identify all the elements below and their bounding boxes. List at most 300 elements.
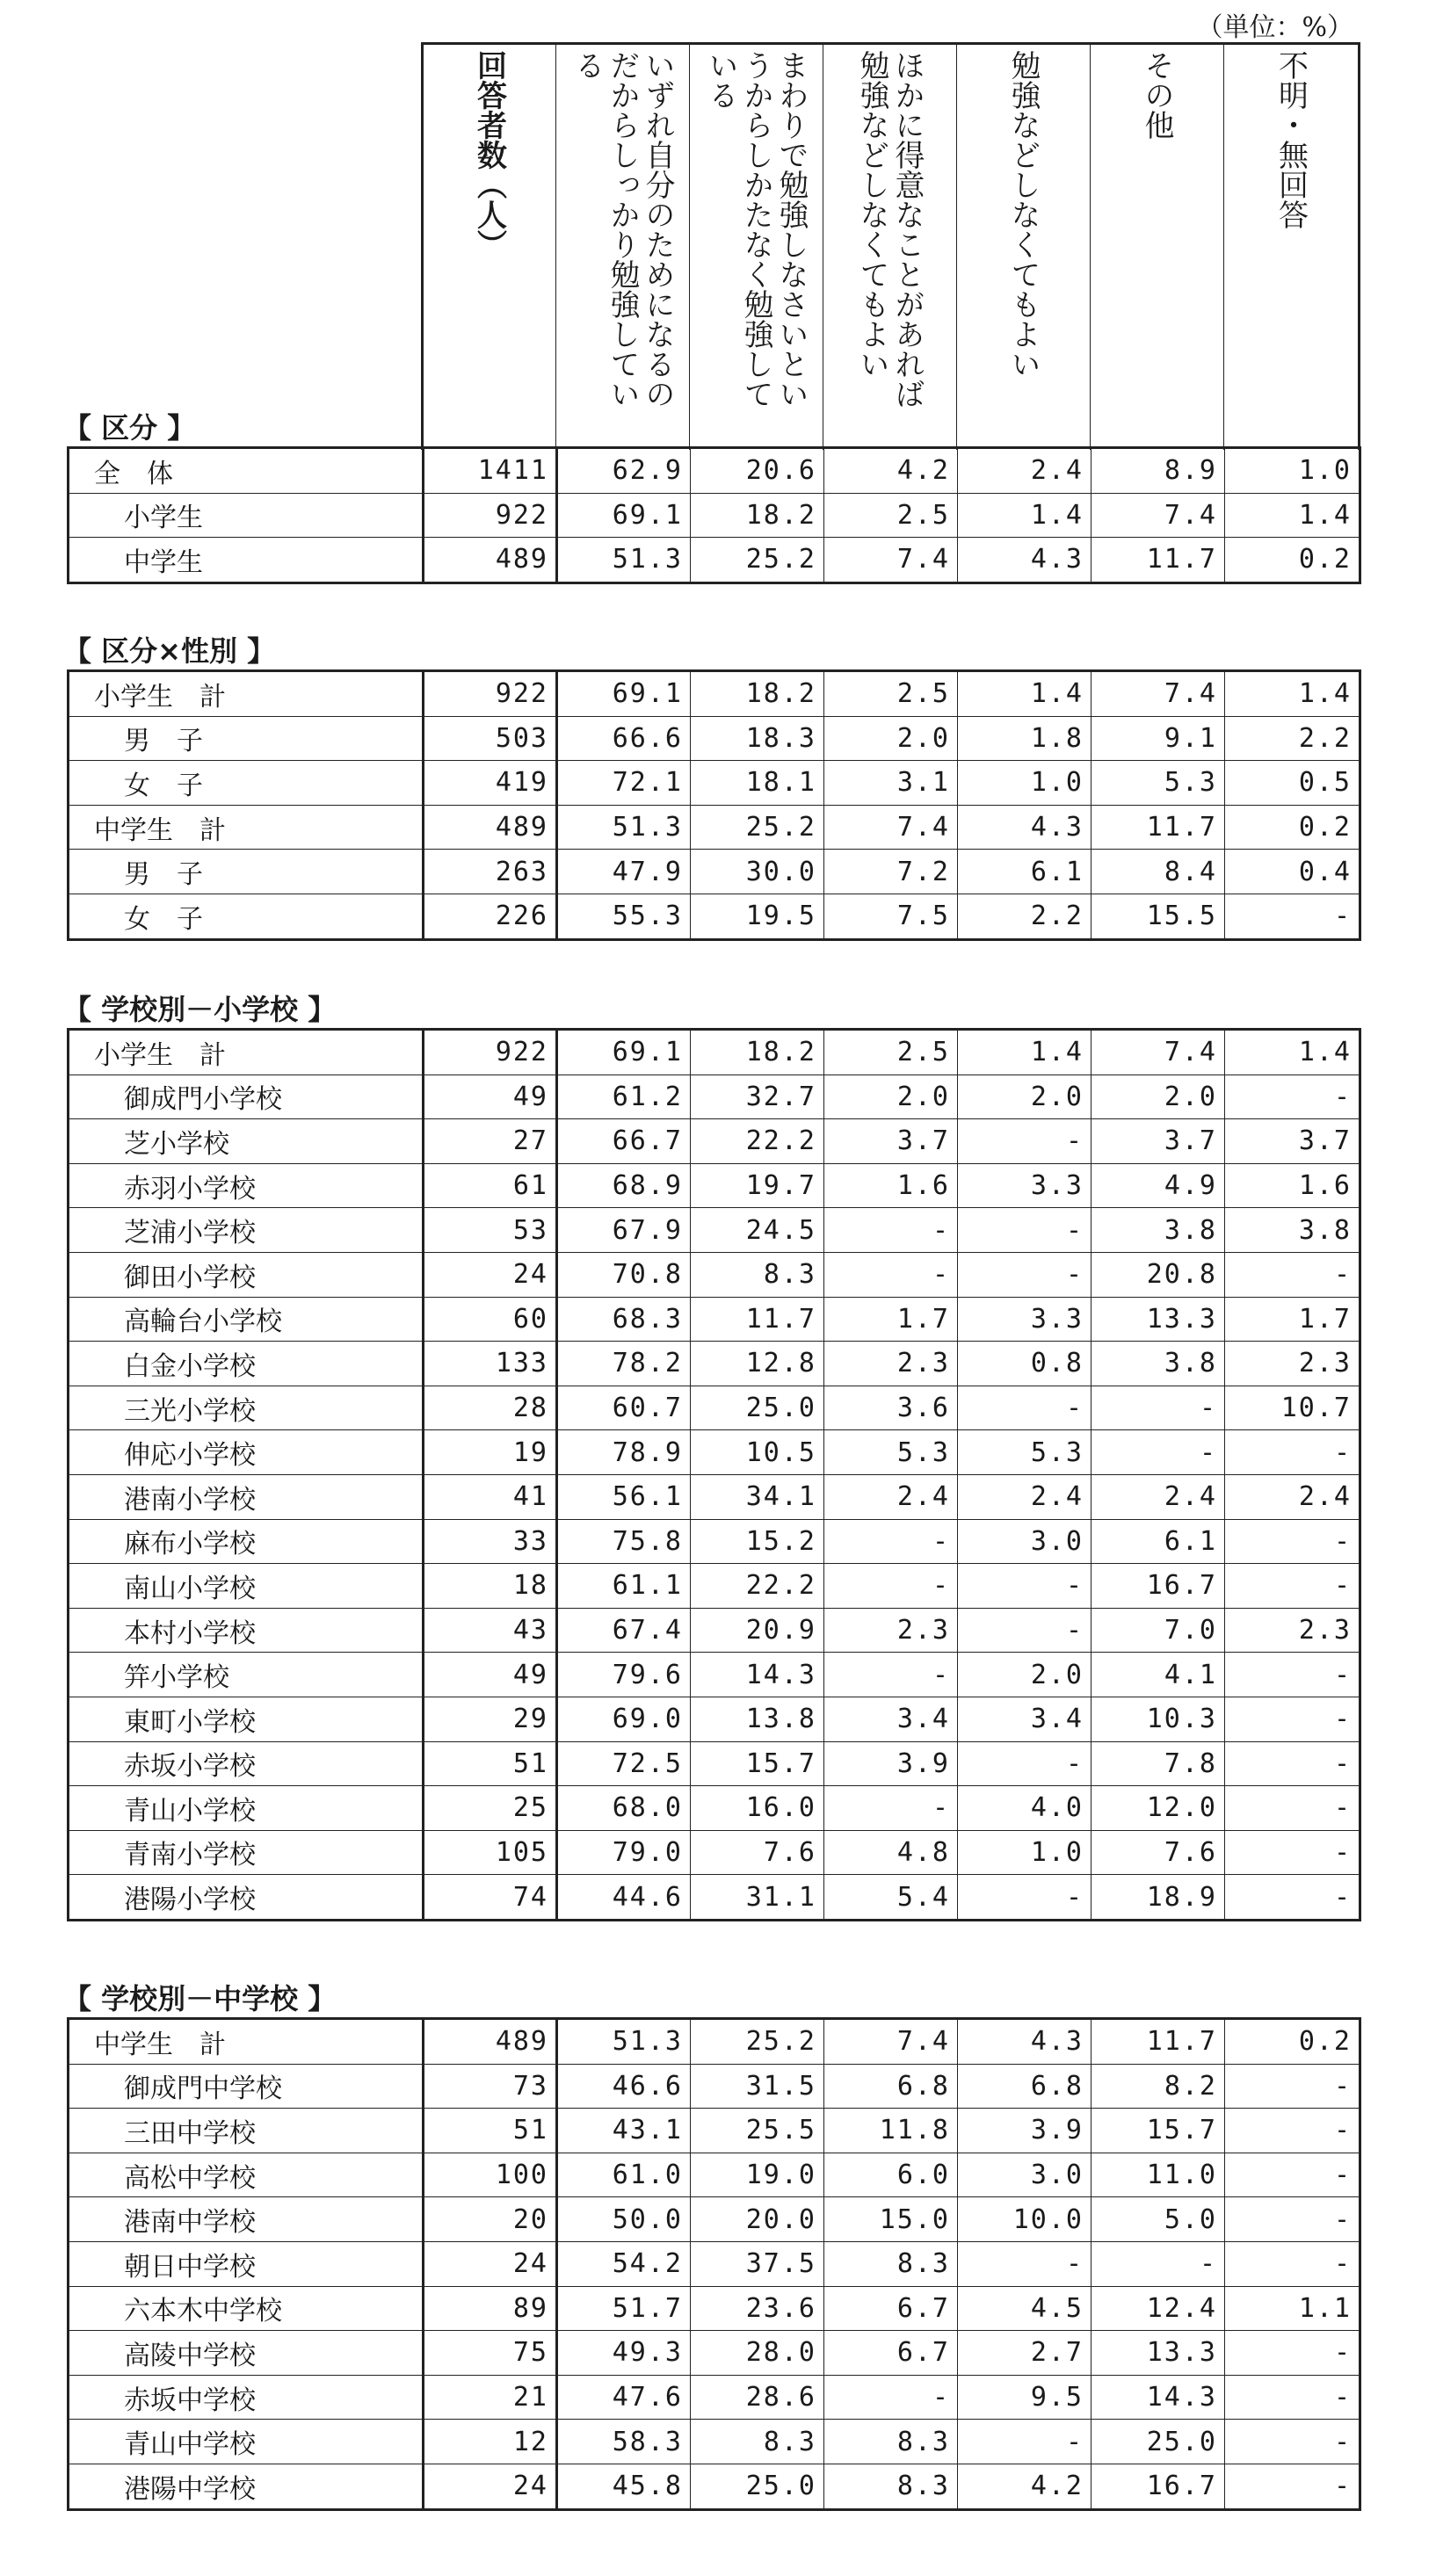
value-cell: 18.1 xyxy=(691,761,824,806)
value-cell: 24 xyxy=(424,1252,557,1297)
value-cell: - xyxy=(1225,1519,1360,1564)
value-cell: 10.5 xyxy=(691,1430,824,1475)
table-row xyxy=(69,1653,1360,1697)
value-cell: - xyxy=(824,1519,958,1564)
value-cell: 6.7 xyxy=(824,2286,958,2331)
row-label: 赤羽小学校 xyxy=(69,1163,424,1208)
value-cell: 1.4 xyxy=(1225,493,1360,538)
value-cell: 4.3 xyxy=(958,805,1092,850)
value-cell: 25.2 xyxy=(691,805,824,850)
value-cell: - xyxy=(958,2241,1092,2286)
value-cell: 20.0 xyxy=(691,2197,824,2242)
value-cell: 45.8 xyxy=(557,2464,691,2509)
table-row xyxy=(69,2375,1360,2420)
value-cell: - xyxy=(1225,894,1360,939)
row-label: 芝小学校 xyxy=(69,1119,424,1164)
value-cell: 24.5 xyxy=(691,1208,824,1253)
value-cell: 3.7 xyxy=(1225,1119,1360,1164)
value-cell: 13.3 xyxy=(1092,1297,1225,1342)
value-cell: - xyxy=(1225,2109,1360,2153)
value-cell: - xyxy=(958,1208,1092,1253)
value-cell: - xyxy=(1092,1386,1225,1430)
header-respondents: 回答者数（人） xyxy=(422,44,555,451)
row-label: 男 子 xyxy=(69,716,424,761)
table-row xyxy=(69,1875,1360,1921)
value-cell: - xyxy=(958,2420,1092,2464)
table-row xyxy=(69,671,1360,717)
value-cell: 61.0 xyxy=(557,2153,691,2197)
value-cell: 43.1 xyxy=(557,2109,691,2153)
value-cell: 5.3 xyxy=(958,1430,1092,1475)
value-cell: 5.3 xyxy=(1092,761,1225,806)
value-cell: 12 xyxy=(424,2420,557,2464)
row-label: 青山小学校 xyxy=(69,1786,424,1831)
table-row xyxy=(69,538,1360,583)
value-cell: 68.3 xyxy=(557,1297,691,1342)
value-cell: 11.0 xyxy=(1092,2153,1225,2197)
value-cell: 2.3 xyxy=(824,1342,958,1386)
value-cell: 16.0 xyxy=(691,1786,824,1831)
value-cell: 7.4 xyxy=(824,805,958,850)
value-cell: 3.0 xyxy=(958,1519,1092,1564)
value-cell: 25.5 xyxy=(691,2109,824,2153)
value-cell: - xyxy=(1225,1830,1360,1875)
value-cell: 3.6 xyxy=(824,1386,958,1430)
value-cell: 133 xyxy=(424,1342,557,1386)
value-cell: 54.2 xyxy=(557,2241,691,2286)
value-cell: 18.9 xyxy=(1092,1875,1225,1921)
value-cell: 28.6 xyxy=(691,2375,824,2420)
value-cell: - xyxy=(958,1564,1092,1609)
value-cell: 56.1 xyxy=(557,1474,691,1519)
row-label: 伸応小学校 xyxy=(69,1430,424,1475)
value-cell: 29 xyxy=(424,1697,557,1741)
value-cell: - xyxy=(1225,1786,1360,1831)
value-cell: 2.4 xyxy=(824,1474,958,1519)
value-cell: 3.7 xyxy=(824,1119,958,1164)
value-cell: 3.4 xyxy=(958,1697,1092,1741)
value-cell: 41 xyxy=(424,1474,557,1519)
value-cell: - xyxy=(1225,2331,1360,2376)
value-cell: 20.9 xyxy=(691,1608,824,1653)
value-cell: 922 xyxy=(424,493,557,538)
value-cell: 61.1 xyxy=(557,1564,691,1609)
row-label: 赤坂中学校 xyxy=(69,2375,424,2420)
value-cell: 69.1 xyxy=(557,1030,691,1075)
value-cell: 67.4 xyxy=(557,1608,691,1653)
row-label: 御成門中学校 xyxy=(69,2064,424,2109)
value-cell: 16.7 xyxy=(1092,2464,1225,2509)
value-cell: 2.2 xyxy=(958,894,1092,939)
value-cell: 0.2 xyxy=(1225,2019,1360,2065)
value-cell: 3.0 xyxy=(958,2153,1092,2197)
value-cell: 7.4 xyxy=(1092,1030,1225,1075)
row-label: 麻布小学校 xyxy=(69,1519,424,1564)
value-cell: 22.2 xyxy=(691,1564,824,1609)
row-label: 港南中学校 xyxy=(69,2197,424,2242)
value-cell: 28.0 xyxy=(691,2331,824,2376)
value-cell: 0.5 xyxy=(1225,761,1360,806)
row-label: 笄小学校 xyxy=(69,1653,424,1697)
table-row xyxy=(69,805,1360,850)
value-cell: 3.3 xyxy=(958,1297,1092,1342)
value-cell: 18.3 xyxy=(691,716,824,761)
value-cell: 21 xyxy=(424,2375,557,2420)
value-cell: 1.7 xyxy=(1225,1297,1360,1342)
value-cell: 4.0 xyxy=(958,1786,1092,1831)
value-cell: 3.7 xyxy=(1092,1119,1225,1164)
value-cell: 2.7 xyxy=(958,2331,1092,2376)
section-title: 【 学校別－中学校 】 xyxy=(63,1982,337,2015)
value-cell: 1.1 xyxy=(1225,2286,1360,2331)
value-cell: 11.7 xyxy=(1092,2019,1225,2065)
value-cell: 28 xyxy=(424,1386,557,1430)
value-cell: 50.0 xyxy=(557,2197,691,2242)
table-row xyxy=(69,2197,1360,2242)
table-row xyxy=(69,2420,1360,2464)
value-cell: 69.0 xyxy=(557,1697,691,1741)
value-cell: 72.5 xyxy=(557,1741,691,1786)
value-cell: 4.9 xyxy=(1092,1163,1225,1208)
row-label: 朝日中学校 xyxy=(69,2241,424,2286)
value-cell: 10.3 xyxy=(1092,1697,1225,1741)
row-label: 港陽小学校 xyxy=(69,1875,424,1921)
value-cell: 31.5 xyxy=(691,2064,824,2109)
value-cell: 2.2 xyxy=(1225,716,1360,761)
value-cell: - xyxy=(824,1252,958,1297)
value-cell: 19.7 xyxy=(691,1163,824,1208)
value-cell: 8.3 xyxy=(824,2464,958,2509)
data-table xyxy=(67,2017,1361,2511)
value-cell: 78.2 xyxy=(557,1342,691,1386)
value-cell: 51.3 xyxy=(557,2019,691,2065)
header-no-need-to-study: 勉強などしなくてもよい xyxy=(956,44,1090,451)
value-cell: 51 xyxy=(424,2109,557,2153)
table-row xyxy=(69,1830,1360,1875)
value-cell: 47.9 xyxy=(557,850,691,894)
value-cell: 34.1 xyxy=(691,1474,824,1519)
value-cell: - xyxy=(958,1741,1092,1786)
value-cell: 7.4 xyxy=(1092,671,1225,717)
row-label: 小学生 計 xyxy=(69,1030,424,1075)
header-study-for-self: いずれ自分のためになるのだからしっかり勉強している xyxy=(555,44,689,451)
value-cell: 7.2 xyxy=(824,850,958,894)
value-cell: 61 xyxy=(424,1163,557,1208)
value-cell: - xyxy=(824,2375,958,2420)
table-row xyxy=(69,850,1360,894)
table-row xyxy=(69,2464,1360,2509)
table-row xyxy=(69,2286,1360,2331)
value-cell: 922 xyxy=(424,671,557,717)
value-cell: 18 xyxy=(424,1564,557,1609)
value-cell: 4.3 xyxy=(958,538,1092,583)
value-cell: 105 xyxy=(424,1830,557,1875)
value-cell: 19.0 xyxy=(691,2153,824,2197)
value-cell: 53 xyxy=(424,1208,557,1253)
value-cell: 14.3 xyxy=(1092,2375,1225,2420)
value-cell: - xyxy=(1225,2375,1360,2420)
value-cell: 2.5 xyxy=(824,493,958,538)
value-cell: 47.6 xyxy=(557,2375,691,2420)
value-cell: - xyxy=(958,1119,1092,1164)
value-cell: 75 xyxy=(424,2331,557,2376)
table-row xyxy=(69,1252,1360,1297)
table-row xyxy=(69,1608,1360,1653)
table-row xyxy=(69,1208,1360,1253)
value-cell: 58.3 xyxy=(557,2420,691,2464)
value-cell: - xyxy=(1225,1697,1360,1741)
row-label: 女 子 xyxy=(69,894,424,939)
row-label: 芝浦小学校 xyxy=(69,1208,424,1253)
value-cell: 2.5 xyxy=(824,1030,958,1075)
value-cell: 9.1 xyxy=(1092,716,1225,761)
value-cell: - xyxy=(1225,1875,1360,1921)
value-cell: 12.8 xyxy=(691,1342,824,1386)
value-cell: - xyxy=(1092,1430,1225,1475)
value-cell: 2.0 xyxy=(824,716,958,761)
row-label: 中学生 計 xyxy=(69,2019,424,2065)
value-cell: 8.4 xyxy=(1092,850,1225,894)
value-cell: 8.3 xyxy=(824,2241,958,2286)
value-cell: 15.5 xyxy=(1092,894,1225,939)
table-row xyxy=(69,2064,1360,2109)
value-cell: - xyxy=(1225,1252,1360,1297)
value-cell: 19.5 xyxy=(691,894,824,939)
unit-label: （単位：%） xyxy=(1196,12,1353,43)
value-cell: 2.4 xyxy=(1225,1474,1360,1519)
value-cell: 18.2 xyxy=(691,671,824,717)
value-cell: 61.2 xyxy=(557,1075,691,1119)
value-cell: 78.9 xyxy=(557,1430,691,1475)
table-row xyxy=(69,1119,1360,1164)
table-row xyxy=(69,1342,1360,1386)
value-cell: 6.1 xyxy=(1092,1519,1225,1564)
table-row xyxy=(69,2109,1360,2153)
value-cell: 70.8 xyxy=(557,1252,691,1297)
value-cell: 3.9 xyxy=(958,2109,1092,2153)
value-cell: 30.0 xyxy=(691,850,824,894)
value-cell: - xyxy=(1225,2197,1360,2242)
value-cell: - xyxy=(1225,1741,1360,1786)
value-cell: 11.8 xyxy=(824,2109,958,2153)
value-cell: 0.8 xyxy=(958,1342,1092,1386)
value-cell: 15.2 xyxy=(691,1519,824,1564)
value-cell: 33 xyxy=(424,1519,557,1564)
row-label: 小学生 xyxy=(69,493,424,538)
value-cell: 15.0 xyxy=(824,2197,958,2242)
value-cell: 6.7 xyxy=(824,2331,958,2376)
header-other-strength: ほかに得意なことがあれば勉強などしなくてもよい xyxy=(823,44,956,451)
value-cell: - xyxy=(1225,1075,1360,1119)
value-cell: 4.1 xyxy=(1092,1653,1225,1697)
value-cell: 2.5 xyxy=(824,671,958,717)
value-cell: 2.0 xyxy=(824,1075,958,1119)
value-cell: 3.4 xyxy=(824,1697,958,1741)
value-cell: 14.3 xyxy=(691,1653,824,1697)
section-title: 【 学校別－小学校 】 xyxy=(63,993,337,1026)
value-cell: 24 xyxy=(424,2241,557,2286)
value-cell: 2.3 xyxy=(1225,1608,1360,1653)
table-row xyxy=(69,2153,1360,2197)
value-cell: 1411 xyxy=(424,448,557,494)
value-cell: 7.8 xyxy=(1092,1741,1225,1786)
value-cell: 3.3 xyxy=(958,1163,1092,1208)
value-cell: 1.6 xyxy=(824,1163,958,1208)
section-title: 【 区分×性別 】 xyxy=(63,634,276,668)
value-cell: 4.5 xyxy=(958,2286,1092,2331)
value-cell: 46.6 xyxy=(557,2064,691,2109)
value-cell: 1.6 xyxy=(1225,1163,1360,1208)
table-row xyxy=(69,1297,1360,1342)
value-cell: 5.3 xyxy=(824,1430,958,1475)
value-cell: - xyxy=(1225,1430,1360,1475)
value-cell: 4.2 xyxy=(958,2464,1092,2509)
value-cell: - xyxy=(1225,1564,1360,1609)
value-cell: 1.0 xyxy=(958,761,1092,806)
value-cell: 4.3 xyxy=(958,2019,1092,2065)
value-cell: 8.3 xyxy=(824,2420,958,2464)
value-cell: 7.4 xyxy=(1092,493,1225,538)
value-cell: 32.7 xyxy=(691,1075,824,1119)
value-cell: 25.0 xyxy=(691,2464,824,2509)
value-cell: 66.7 xyxy=(557,1119,691,1164)
value-cell: 7.6 xyxy=(1092,1830,1225,1875)
value-cell: - xyxy=(1225,2064,1360,2109)
value-cell: 489 xyxy=(424,805,557,850)
data-table xyxy=(67,446,1361,584)
value-cell: - xyxy=(1225,2420,1360,2464)
value-cell: 1.7 xyxy=(824,1297,958,1342)
table-row xyxy=(69,1564,1360,1609)
value-cell: 1.4 xyxy=(958,671,1092,717)
table-row xyxy=(69,493,1360,538)
value-cell: 75.8 xyxy=(557,1519,691,1564)
value-cell: 20.6 xyxy=(691,448,824,494)
value-cell: - xyxy=(1225,2464,1360,2509)
value-cell: 2.3 xyxy=(1225,1342,1360,1386)
value-cell: - xyxy=(1225,2241,1360,2286)
row-label: 中学生 計 xyxy=(69,805,424,850)
table-row xyxy=(69,894,1360,939)
table-row xyxy=(69,1741,1360,1786)
value-cell: 51.7 xyxy=(557,2286,691,2331)
table-row xyxy=(69,761,1360,806)
value-cell: 69.1 xyxy=(557,671,691,717)
value-cell: - xyxy=(824,1653,958,1697)
row-label: 六本木中学校 xyxy=(69,2286,424,2331)
table-row xyxy=(69,1075,1360,1119)
value-cell: 7.4 xyxy=(824,538,958,583)
row-label: 小学生 計 xyxy=(69,671,424,717)
value-cell: 49 xyxy=(424,1653,557,1697)
value-cell: 7.4 xyxy=(824,2019,958,2065)
row-label: 南山小学校 xyxy=(69,1564,424,1609)
value-cell: 3.9 xyxy=(824,1741,958,1786)
value-cell: 43 xyxy=(424,1608,557,1653)
value-cell: 20 xyxy=(424,2197,557,2242)
table-row xyxy=(69,716,1360,761)
value-cell: 3.8 xyxy=(1092,1208,1225,1253)
value-cell: 12.0 xyxy=(1092,1786,1225,1831)
table-row xyxy=(69,1030,1360,1075)
value-cell: 31.1 xyxy=(691,1875,824,1921)
value-cell: 503 xyxy=(424,716,557,761)
row-label: 港南小学校 xyxy=(69,1474,424,1519)
row-label: 青山中学校 xyxy=(69,2420,424,2464)
value-cell: 8.9 xyxy=(1092,448,1225,494)
row-label: 高松中学校 xyxy=(69,2153,424,2197)
header-unknown: 不明・無回答 xyxy=(1223,44,1359,451)
header-corner xyxy=(67,44,422,451)
value-cell: - xyxy=(824,1786,958,1831)
value-cell: 20.8 xyxy=(1092,1252,1225,1297)
value-cell: 0.2 xyxy=(1225,538,1360,583)
table-row xyxy=(69,2331,1360,2376)
row-label: 白金小学校 xyxy=(69,1342,424,1386)
value-cell: - xyxy=(824,1208,958,1253)
value-cell: 15.7 xyxy=(1092,2109,1225,2153)
section-title: 【 区分 】 xyxy=(63,411,196,445)
row-label: 中学生 xyxy=(69,538,424,583)
table-row xyxy=(69,1430,1360,1475)
value-cell: 55.3 xyxy=(557,894,691,939)
value-cell: 489 xyxy=(424,538,557,583)
row-label: 女 子 xyxy=(69,761,424,806)
value-cell: 10.0 xyxy=(958,2197,1092,2242)
row-label: 港陽中学校 xyxy=(69,2464,424,2509)
value-cell: - xyxy=(1225,2153,1360,2197)
row-label: 三田中学校 xyxy=(69,2109,424,2153)
value-cell: 13.8 xyxy=(691,1697,824,1741)
value-cell: 67.9 xyxy=(557,1208,691,1253)
table-row xyxy=(69,2019,1360,2065)
value-cell: 3.8 xyxy=(1225,1208,1360,1253)
value-cell: 79.6 xyxy=(557,1653,691,1697)
value-cell: 66.6 xyxy=(557,716,691,761)
value-cell: 25.2 xyxy=(691,538,824,583)
value-cell: 0.4 xyxy=(1225,850,1360,894)
value-cell: 226 xyxy=(424,894,557,939)
value-cell: 18.2 xyxy=(691,493,824,538)
value-cell: 22.2 xyxy=(691,1119,824,1164)
value-cell: 2.0 xyxy=(958,1653,1092,1697)
value-cell: 68.9 xyxy=(557,1163,691,1208)
value-cell: 49.3 xyxy=(557,2331,691,2376)
value-cell: 100 xyxy=(424,2153,557,2197)
value-cell: 2.4 xyxy=(1092,1474,1225,1519)
value-cell: 1.4 xyxy=(958,493,1092,538)
value-cell: 2.4 xyxy=(958,448,1092,494)
value-cell: 3.1 xyxy=(824,761,958,806)
header-told-to-study: まわりで勉強しなさいというからしかたなく勉強している xyxy=(689,44,823,451)
value-cell: 49 xyxy=(424,1075,557,1119)
value-cell: - xyxy=(958,1875,1092,1921)
value-cell: 9.5 xyxy=(958,2375,1092,2420)
value-cell: - xyxy=(824,1564,958,1609)
table-row xyxy=(69,1474,1360,1519)
value-cell: 6.0 xyxy=(824,2153,958,2197)
value-cell: 11.7 xyxy=(691,1297,824,1342)
value-cell: 60 xyxy=(424,1297,557,1342)
column-header-row xyxy=(67,42,1360,450)
value-cell: 10.7 xyxy=(1225,1386,1360,1430)
value-cell: 19 xyxy=(424,1430,557,1475)
row-label: 本村小学校 xyxy=(69,1608,424,1653)
value-cell: 27 xyxy=(424,1119,557,1164)
value-cell: - xyxy=(1092,2241,1225,2286)
value-cell: 2.4 xyxy=(958,1474,1092,1519)
value-cell: 1.0 xyxy=(1225,448,1360,494)
